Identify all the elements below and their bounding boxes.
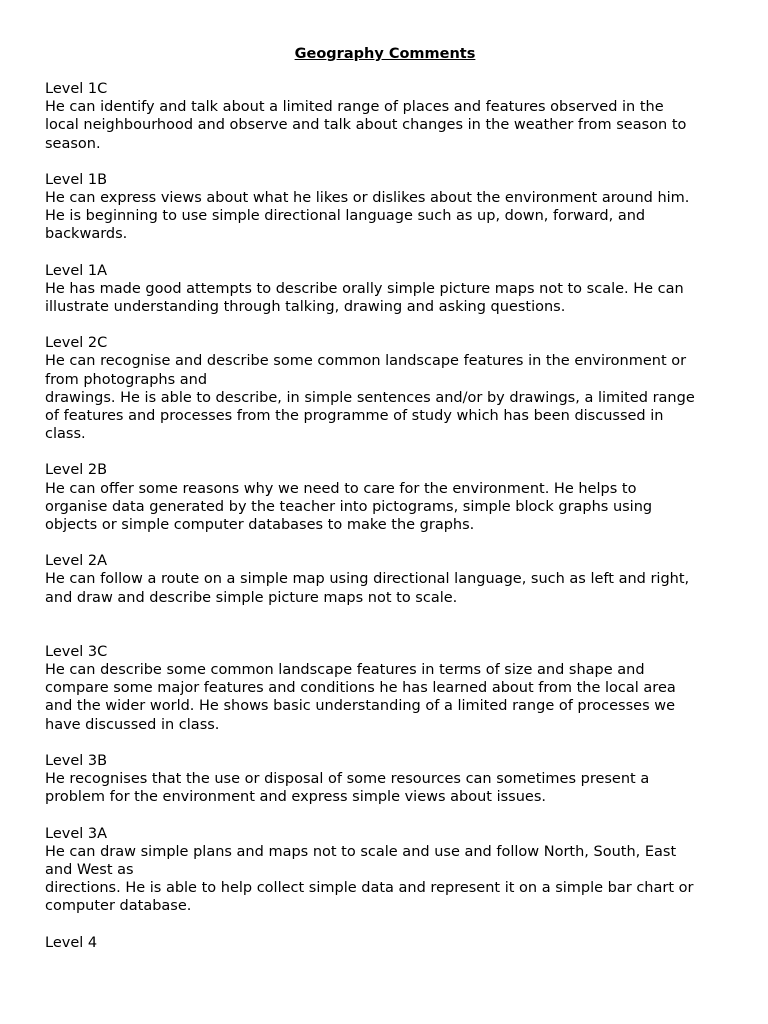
comment-line: He can describe some common landscape features in terms of size and shape and <box>45 662 645 679</box>
level-section-1c <box>45 80 725 153</box>
level-section-2a <box>45 552 725 607</box>
comment-line: objects or simple computer databases to make the graphs. <box>45 517 475 534</box>
level-heading: Level 3B <box>45 752 108 769</box>
comment-line: He can offer some reasons why we need to care for the environment. He helps to <box>45 480 637 497</box>
level-section-1b <box>45 171 725 244</box>
level-heading: Level 4 <box>45 934 98 951</box>
level-heading: Level 1A <box>45 262 108 279</box>
comment-line: backwards. <box>45 226 128 243</box>
level-section-3b <box>45 752 725 807</box>
comment-line: and West as <box>45 861 134 878</box>
level-section-3c <box>45 643 725 734</box>
comment-line: drawings. He is able to describe, in simple sentences and/or by drawings, a limited range <box>45 389 695 406</box>
comment-line: problem for the environment and express simple views about issues. <box>45 789 547 806</box>
level-section-2b <box>45 461 725 534</box>
comment-line: He has made good attempts to describe orally simple picture maps not to scale. He can <box>45 280 684 297</box>
level-section-3a <box>45 825 725 916</box>
comment-line: of features and processes from the programme of study which has been discussed in <box>45 408 664 425</box>
level-heading: Level 2B <box>45 462 108 479</box>
comment-line: He is beginning to use simple directional language such as up, down, forward, and <box>45 208 646 225</box>
level-heading: Level 3C <box>45 643 108 660</box>
comment-line: He can recognise and describe some common landscape features in the environment or <box>45 353 687 370</box>
comment-line: computer database. <box>45 898 192 915</box>
comment-line: and the wider world. He shows basic understanding of a limited range of processes we <box>45 698 676 715</box>
level-heading: Level 1C <box>45 81 108 97</box>
level-heading: Level 2C <box>45 335 108 352</box>
comment-line: compare some major features and conditions he has learned about from the local area <box>45 680 676 697</box>
comment-line: local neighbourhood and observe and talk about changes in the weather from season to <box>45 117 687 134</box>
comment-line: organise data generated by the teacher into pictograms, simple block graphs using <box>45 498 653 515</box>
level-section-2c <box>45 334 725 443</box>
comment-line: He recognises that the use or disposal of some resources can sometimes present a <box>45 771 650 788</box>
comment-line: and draw and describe simple picture maps not to scale. <box>45 589 458 606</box>
comment-line: He can follow a route on a simple map using directional language, such as left and right, <box>45 571 690 588</box>
level-section-1a <box>45 262 725 317</box>
comment-line: He can identify and talk about a limited range of places and features observed in the <box>45 99 664 116</box>
comment-line: from photographs and <box>45 371 208 388</box>
document-page <box>45 44 725 970</box>
comment-line: illustrate understanding through talking, drawing and asking questions. <box>45 299 566 316</box>
level-section-4 <box>45 934 725 952</box>
comment-line: season. <box>45 135 101 152</box>
comment-line: He can express views about what he likes or dislikes about the environment around him. <box>45 190 690 207</box>
comment-line: class. <box>45 426 86 443</box>
document-title: Geography Comments <box>294 46 476 62</box>
comment-line: directions. He is able to help collect simple data and represent it on a simple bar chart or <box>45 880 694 897</box>
level-heading: Level 3A <box>45 825 108 842</box>
comment-line: have discussed in class. <box>45 716 220 733</box>
comment-line: He can draw simple plans and maps not to scale and use and follow North, South, East <box>45 843 677 860</box>
level-heading: Level 1B <box>45 171 108 188</box>
level-heading: Level 2A <box>45 553 108 570</box>
